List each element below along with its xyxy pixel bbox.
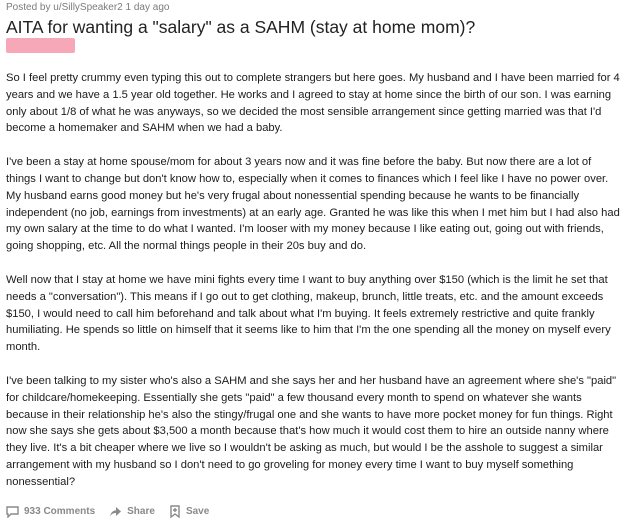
post-meta: Posted by u/SillySpeaker2 1 day ago [6,2,170,13]
comments-button[interactable] [6,506,95,518]
comments-label: 933 Comments [24,506,96,517]
post-footer [6,505,223,518]
post-paragraph: I've been talking to my sister who's also a SAHM and she says her and her husband have an agreement where she's "paid" for childcare/homekeeping. Essentially she gets "paid" a few thousand every month to spend on whatever she wants because in their relationship he's also the stingy/frugal one and she wants to have more pocket money for fun things. Right now she says she gets about $3,500 a month because that's how much it would cost them to hire an outside nanny where they live. It's a bit cheaper where we live so I wouldn't be asking as much, but would I be the asshole to suggest a similar arrangement with my husband so I don't need to go groveling for money every time I want to buy myself something nonessential? [6,374,617,488]
comment-icon [6,506,19,518]
bookmark-plus-icon [169,505,181,518]
share-icon [109,506,122,518]
post-paragraph: So I feel pretty crummy even typing this out to complete strangers but here goes. My husband and I have been married for 4 years and we have a 1.5 year old together. He works and I agreed to stay at home since the birth of our son. I was earning only about 1/8 of what he was anyways, so we decided the most sensible arrangement since getting married was that I'd become a homemaker and SAHM when we had a baby. [6,72,620,135]
post-title[interactable]: AITA for wanting a "salary" as a SAHM (stay at home mom)? [6,17,476,37]
post-flair[interactable] [6,38,75,53]
post-body [6,70,620,508]
save-label: Save [185,506,210,517]
share-button[interactable] [109,506,155,518]
share-label: Share [127,506,155,517]
post-paragraph: Well now that I stay at home we have mini fights every time I want to buy anything over $150 (which is the limit he set that needs a "conversation"). This means if I go out to get clothing, makeup, brunch, little treats, etc. and the amount exceeds $150, I would need to call him beforehand and talk about what I'm buying. It feels extremely restrictive and quite frankly humiliating. He spends so little on himself that it seems like to him that I'm the one spending all the money on myself every month. [6,273,611,354]
post-paragraph: I've been a stay at home spouse/mom for about 3 years now and it was fine before the baby. But now there are a lot of things I want to change but don't know how to, especially when it comes to finances which I feel like I have no power over. My husband earns good money but he's very frugal about nonessential spending because he wants to be financially independent (no job, earnings from investments) at an early age. Granted he was like this when I met him but I had also had my own salary at the time to do what I wanted. I'm looser with my money because I like eating out, going out with friends, going shopping, etc. All the normal things people in their 20s buy and do. [6,156,620,253]
save-button[interactable] [169,505,209,518]
